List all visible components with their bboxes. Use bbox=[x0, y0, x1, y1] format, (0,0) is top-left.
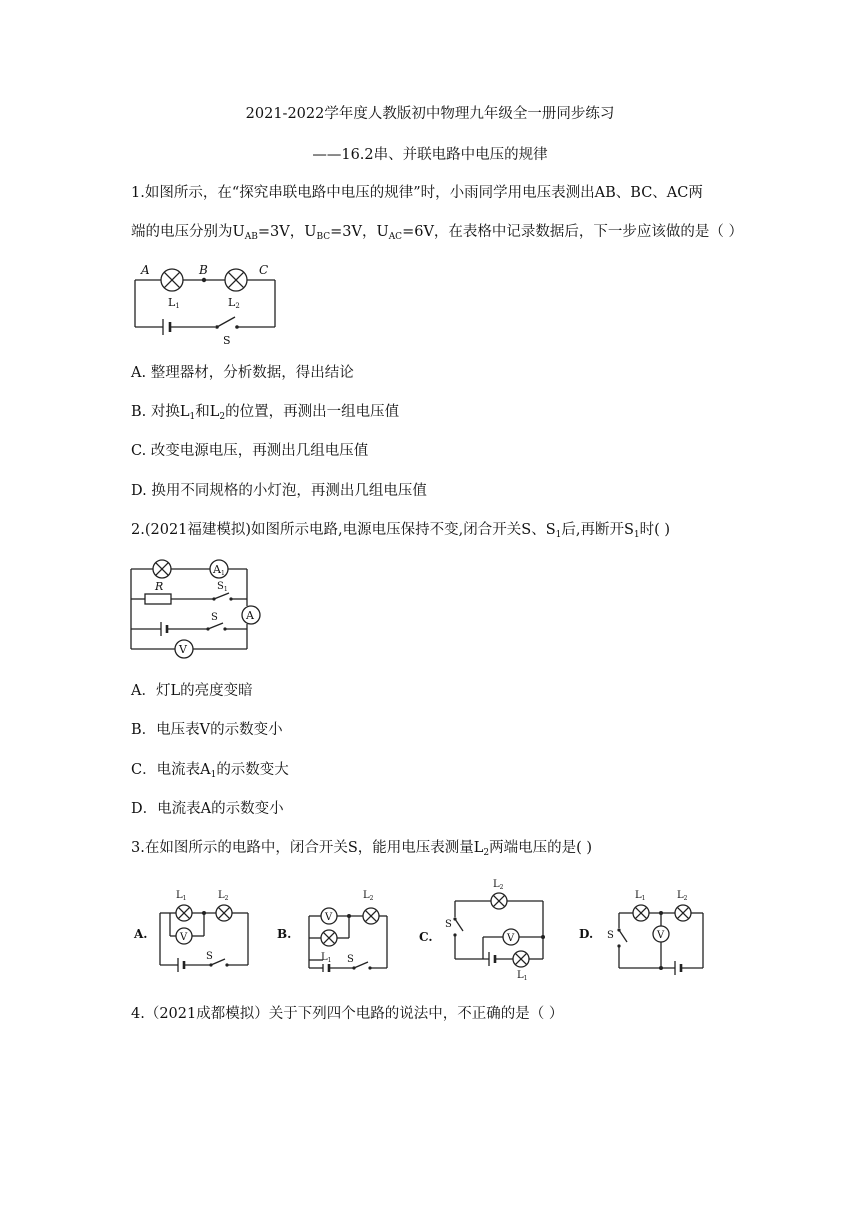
lamp-l1-icon bbox=[513, 951, 529, 967]
q3-figure-d bbox=[575, 880, 710, 975]
svg-text:1: 1 bbox=[221, 570, 225, 577]
q2-stem: 2.(2021福建模拟)如图所示电路,电源电压保持不变,闭合开关S、$S_1$后,再断开$S_1$时( ) bbox=[131, 522, 671, 540]
voltmeter-icon bbox=[321, 908, 337, 924]
q1-circuit-diagram bbox=[125, 260, 295, 345]
q1-label-a: A bbox=[141, 263, 150, 277]
page-subtitle: ——16.2串、并联电路中电压的规律 bbox=[312, 147, 548, 163]
q1-stem-line1: 1.如图所示，在“探究串联电路中电压的规律”时，小雨同学用电压表测出AB、BC、AC两 bbox=[131, 185, 703, 201]
svg-text:A: A bbox=[213, 563, 221, 576]
lamp-l2-icon bbox=[675, 905, 691, 921]
voltmeter-icon bbox=[176, 928, 192, 944]
q2-option-a: A．灯L的亮度变暗 bbox=[131, 683, 253, 699]
q2-option-c: C．电流表$A_1$的示数变大 bbox=[131, 762, 289, 780]
lamp-l1-icon bbox=[176, 905, 192, 921]
svg-text:V: V bbox=[657, 930, 665, 941]
q1-label-c: C bbox=[259, 263, 269, 277]
voltmeter-icon bbox=[503, 929, 519, 945]
q4-stem: 4.（2021成都模拟）关于下列四个电路的说法中，不正确的是（ ） bbox=[131, 1006, 564, 1022]
q1-option-b: B. 对换$L_1$和$L_2$的位置，再测出一组电压值 bbox=[131, 404, 400, 422]
q1-stem-line2: 端的电压分别为$U_{AB}=3V$，$U_{BC}=3V$，$U_{AC}=6V$，在表格中记录数据后，下一步应该做的是（ ） bbox=[131, 224, 744, 242]
q3-figure-c bbox=[415, 873, 550, 981]
svg-text:L2: $L_2$ bbox=[363, 890, 374, 902]
q3-figure-b bbox=[275, 880, 395, 975]
q3-figure-a-label: A. bbox=[134, 927, 148, 941]
q2-option-d: D．电流表A的示数变小 bbox=[131, 801, 284, 817]
q2-option-b: B．电压表V的示数变小 bbox=[131, 722, 283, 738]
voltmeter-icon bbox=[653, 926, 669, 942]
svg-text:L1: $L_1$ bbox=[321, 952, 332, 964]
svg-text:V: V bbox=[179, 643, 187, 656]
lamp-l1-icon bbox=[633, 905, 649, 921]
svg-text:S: S bbox=[445, 919, 452, 930]
q1-label-b: B bbox=[199, 263, 208, 277]
svg-text:S: S bbox=[206, 951, 213, 962]
svg-text:S: S bbox=[347, 954, 354, 965]
ammeter-a-icon bbox=[242, 606, 260, 624]
ammeter-a1-icon bbox=[210, 560, 228, 578]
lamp-l1-icon bbox=[161, 269, 183, 291]
q2-label-s: S bbox=[211, 612, 218, 623]
lamp-l2-icon bbox=[491, 893, 507, 909]
q2-label-r: R bbox=[155, 580, 164, 593]
q2-circuit-diagram bbox=[125, 557, 265, 662]
svg-text:V: V bbox=[325, 912, 333, 923]
lamp-l2-icon bbox=[216, 905, 232, 921]
svg-text:A: A bbox=[246, 609, 254, 622]
svg-text:S: S bbox=[607, 930, 614, 941]
q1-label-l2: L2 bbox=[228, 296, 240, 310]
lamp-l1-icon bbox=[321, 930, 337, 946]
svg-text:L2: $L_2$ bbox=[493, 879, 504, 891]
svg-text:L2: $L_2$ bbox=[677, 890, 688, 902]
q1-label-l1: L1 bbox=[168, 296, 180, 310]
svg-text:V: V bbox=[507, 933, 515, 944]
q3-figure-c-label: C. bbox=[419, 930, 433, 944]
svg-text:L1: $L_1$ bbox=[176, 890, 187, 902]
q2-label-s1: $S_1$ bbox=[217, 581, 228, 593]
q3-figure-a bbox=[130, 880, 255, 975]
q1-label-s: S bbox=[223, 334, 231, 347]
voltmeter-v-icon bbox=[175, 640, 193, 658]
lamp-l2-icon bbox=[363, 908, 379, 924]
q1-option-a: A. 整理器材，分析数据，得出结论 bbox=[131, 365, 354, 381]
q3-figure-d-label: D. bbox=[579, 927, 594, 941]
q3-figure-b-label: B. bbox=[277, 927, 292, 941]
q3-stem: 3.在如图所示的电路中，闭合开关S，能用电压表测量$L_2$两端电压的是( ) bbox=[131, 840, 593, 858]
lamp-l-icon bbox=[153, 560, 171, 578]
q1-option-c: C. 改变电源电压，再测出几组电压值 bbox=[131, 443, 369, 459]
svg-text:V: V bbox=[180, 932, 188, 943]
lamp-l2-icon bbox=[225, 269, 247, 291]
svg-text:L1: $L_1$ bbox=[517, 970, 528, 982]
q1-option-d: D. 换用不同规格的小灯泡，再测出几组电压值 bbox=[131, 483, 427, 499]
svg-text:L1: $L_1$ bbox=[635, 890, 646, 902]
svg-text:L2: $L_2$ bbox=[218, 890, 229, 902]
page-title: 2021-2022学年度人教版初中物理九年级全一册同步练习 bbox=[245, 106, 615, 122]
